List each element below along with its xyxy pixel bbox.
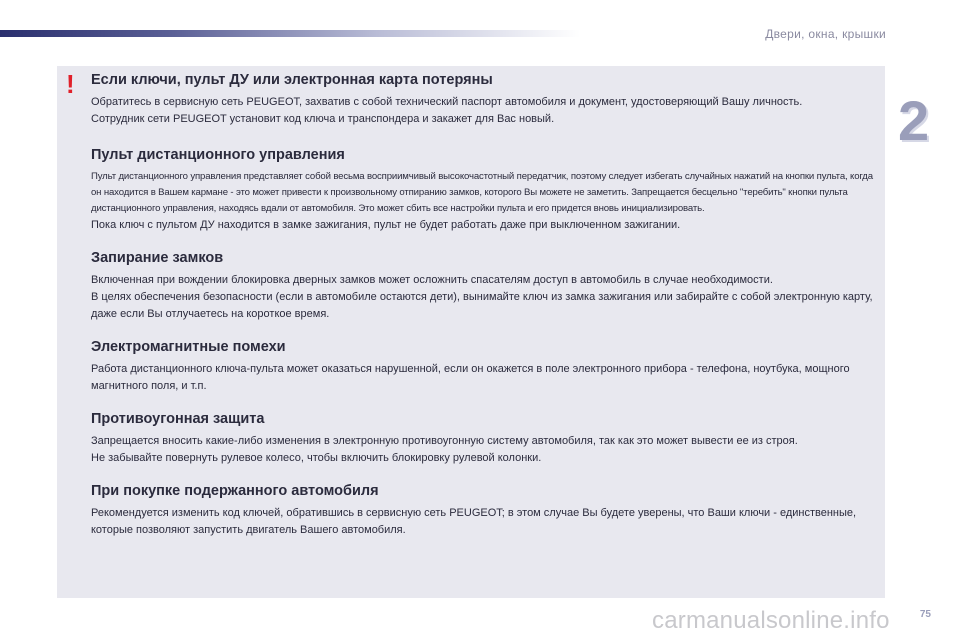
section-paragraph: Включенная при вождении блокировка дверных замков может осложнить спасателям доступ в автомобиль в случае необходимости.: [91, 274, 773, 286]
section-paragraph: Не забывайте повернуть рулевое колесо, чтобы включить блокировку рулевой колонки.: [91, 452, 542, 464]
section-heading: Электромагнитные помехи: [91, 339, 286, 355]
section-paragraph: Обратитесь в сервисную сеть PEUGEOT, захватив с собой технический паспорт автомобиля и документ, удостоверяющий Вашу личность.: [91, 96, 803, 108]
section-heading: Противоугонная защита: [91, 411, 265, 427]
section-heading: Пульт дистанционного управления: [91, 147, 345, 163]
section-anti-theft: [91, 411, 881, 467]
section-small-paragraph: Пульт дистанционного управления представляет собой весьма восприимчивый высокочастотный передатчик, поэтому следует избегать случайных нажатий на кнопки пульта, когда он находится в Вашем кармане - это может привести к произвольному отпиранию замков, которого Вы можете не заметить. Запрещается бесцельно "теребить" кнопки пульта дистанционного управления, находясь вдали от автомобиля. Это может сбить все настройки пульта и его придется вновь инициализировать.: [91, 171, 873, 214]
section-paragraph: Запрещается вносить какие-либо изменения в электронную противоугонную систему автомобиля, так как это может вывести ее из строя.: [91, 435, 798, 447]
section-interference: [91, 339, 881, 395]
section-paragraph: Пока ключ с пультом ДУ находится в замке зажигания, пульт не будет работать даже при выключенном зажигании.: [91, 219, 681, 231]
section-paragraph: Сотрудник сети PEUGEOT установит код ключа и транспондера и закажет для Вас новый.: [91, 113, 555, 125]
section-heading: Запирание замков: [91, 250, 224, 266]
section-paragraph: Рекомендуется изменить код ключей, обратившись в сервисную сеть PEUGEOT; в этом случае Вы будете уверены, что Ваши ключи - единственные, которые позволяют запустить двигатель Вашего автомобиля.: [91, 507, 857, 536]
chapter-number: 2: [898, 89, 930, 152]
section-title: Двери, окна, крышки: [765, 27, 886, 41]
section-remote-control: [91, 147, 881, 234]
section-lost-keys: [91, 72, 881, 128]
section-used-car: [91, 483, 881, 539]
header-gradient-bar: [0, 30, 580, 37]
section-paragraph: В целях обеспечения безопасности (если в автомобиле остаются дети), вынимайте ключ из замка зажигания или забирайте с собой электронную карту, даже если Вы отлучаетесь на короткое время.: [91, 291, 873, 320]
section-door-locking: [91, 250, 881, 323]
panel-content: [91, 72, 881, 555]
page-number: 75: [919, 609, 931, 620]
section-paragraph: Работа дистанционного ключа-пульта может оказаться нарушенной, если он окажется в поле электронного прибора - телефона, ноутбука, мощного магнитного поля, и т.п.: [91, 363, 850, 392]
watermark: carmanualsonline.info: [652, 607, 890, 634]
section-heading: При покупке подержанного автомобиля: [91, 483, 379, 499]
section-heading: Если ключи, пульт ДУ или электронная карта потеряны: [91, 72, 493, 88]
exclamation-icon: !: [66, 69, 75, 99]
